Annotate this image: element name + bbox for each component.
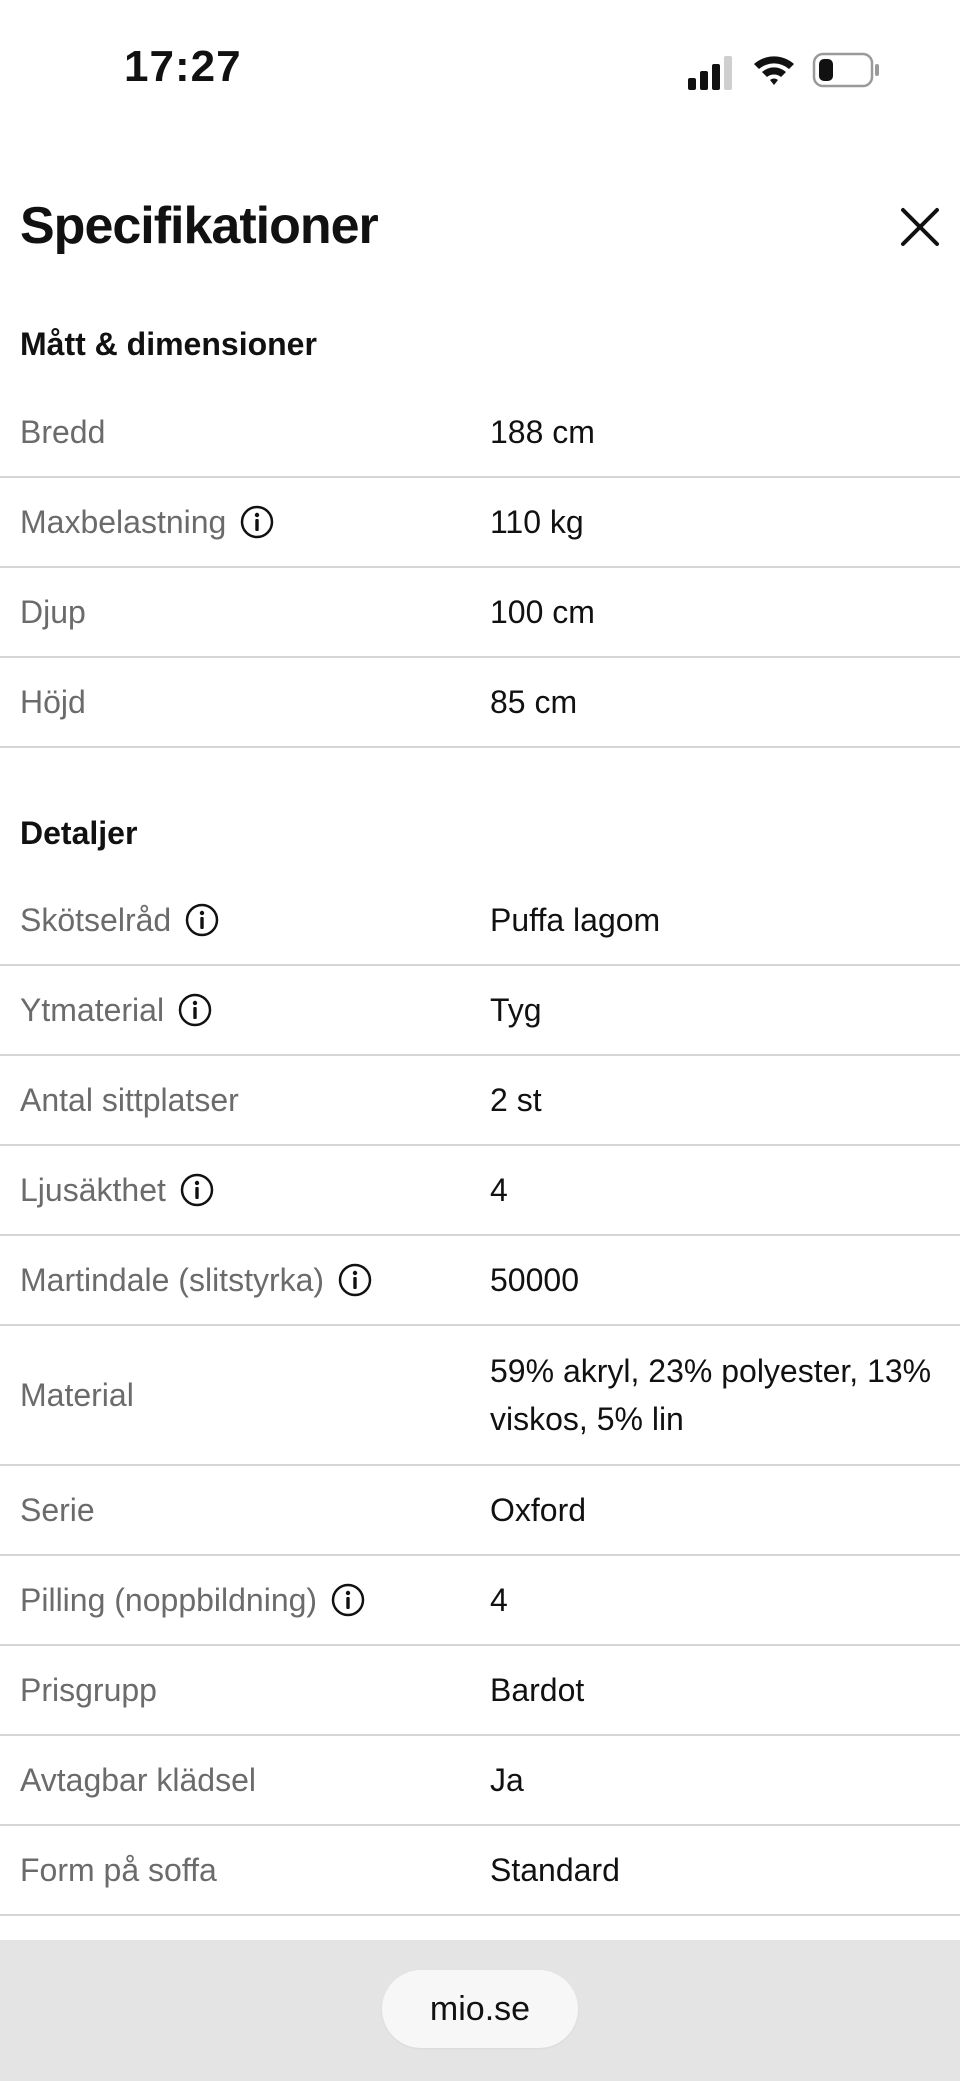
- spec-row-ytmaterial: [0, 966, 960, 1056]
- spec-label: Maxbelastning: [20, 478, 274, 566]
- spec-row-material: [0, 1326, 960, 1466]
- details-list: [0, 876, 960, 1916]
- spec-value: Puffa lagom: [490, 902, 661, 938]
- spec-row-martindale: [0, 1236, 960, 1326]
- spec-value: Oxford: [490, 1492, 587, 1528]
- spec-label: Skötselråd: [20, 876, 219, 964]
- spec-value: Bardot: [490, 1672, 585, 1708]
- spec-label: Prisgrupp: [20, 1671, 157, 1708]
- browser-toolbar: [0, 1940, 960, 2081]
- spec-row-bredd: [0, 388, 960, 478]
- spec-label: Pilling (noppbildning): [20, 1556, 365, 1644]
- spec-row-prisgrupp: [0, 1646, 960, 1736]
- spec-value: 50000: [490, 1262, 579, 1298]
- spec-row-pilling: [0, 1556, 960, 1646]
- spec-row-avtagbar-kladsel: [0, 1736, 960, 1826]
- spec-label: Bredd: [20, 413, 106, 450]
- spec-label: Serie: [20, 1491, 95, 1528]
- spec-row-maxbelastning: [0, 478, 960, 568]
- spec-label: Höjd: [20, 683, 86, 720]
- spec-value: 85 cm: [490, 684, 578, 720]
- spec-row-hojd: [0, 658, 960, 748]
- spec-label: Ytmaterial: [20, 966, 212, 1054]
- spec-value: 110 kg: [490, 504, 584, 540]
- info-icon[interactable]: [178, 993, 212, 1027]
- spec-row-skotselrad: [0, 876, 960, 966]
- info-icon[interactable]: [240, 505, 274, 539]
- cellular-signal-icon: [688, 56, 736, 90]
- spec-value: Ja: [490, 1762, 524, 1798]
- spec-value: 2 st: [490, 1082, 542, 1118]
- info-icon[interactable]: [338, 1263, 372, 1297]
- spec-row-serie: [0, 1466, 960, 1556]
- section-title-dimensions: Mått & dimensioner: [20, 326, 317, 362]
- info-icon[interactable]: [180, 1173, 214, 1207]
- dimensions-list: [0, 388, 960, 748]
- spec-value: Tyg: [490, 992, 542, 1028]
- spec-value: 4: [490, 1172, 508, 1208]
- spec-row-form-pa-soffa: [0, 1826, 960, 1916]
- spec-row-antal-sittplatser: [0, 1056, 960, 1146]
- spec-row-ljusakthet: [0, 1146, 960, 1236]
- spec-value: 59% akryl, 23% polyester, 13% viskos, 5% lin: [490, 1353, 932, 1437]
- page-title: Specifikationer: [20, 197, 378, 255]
- spec-label: Form på soffa: [20, 1851, 217, 1888]
- spec-value: Standard: [490, 1852, 620, 1888]
- spec-label: Material: [20, 1376, 134, 1413]
- status-time: 17:27: [124, 42, 242, 91]
- wifi-icon: [752, 52, 796, 88]
- close-icon[interactable]: [895, 202, 945, 252]
- spec-value: 4: [490, 1582, 508, 1618]
- url-bar[interactable]: mio.se: [382, 1970, 578, 2048]
- spec-label: Martindale (slitstyrka): [20, 1236, 372, 1324]
- info-icon[interactable]: [185, 903, 219, 937]
- spec-label: Djup: [20, 593, 86, 630]
- info-icon[interactable]: [331, 1583, 365, 1617]
- spec-label: Avtagbar klädsel: [20, 1761, 256, 1798]
- battery-icon: [812, 52, 880, 88]
- spec-label: Ljusäkthet: [20, 1146, 214, 1234]
- status-bar: [0, 0, 960, 140]
- spec-value: 100 cm: [490, 594, 595, 630]
- section-title-details: Detaljer: [20, 815, 138, 851]
- spec-row-djup: [0, 568, 960, 658]
- spec-value: 188 cm: [490, 414, 595, 450]
- spec-label: Antal sittplatser: [20, 1081, 239, 1118]
